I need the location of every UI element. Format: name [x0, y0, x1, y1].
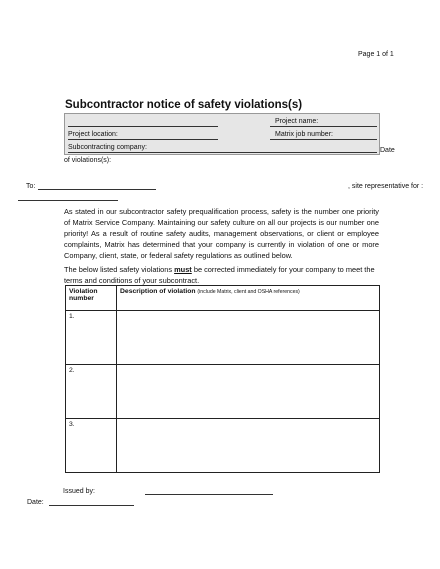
description-cell[interactable]	[117, 311, 380, 365]
issued-by-field[interactable]	[145, 494, 273, 495]
date-signed-label: Date:	[27, 499, 44, 506]
instructions-start: The below listed safety violations	[64, 265, 175, 274]
references-note: (include Matrix, client and OSHA references)	[197, 289, 300, 295]
subcontracting-company-label: Subcontracting company:	[68, 144, 147, 151]
project-name-field[interactable]	[270, 126, 377, 127]
page-number: Page 1 of 1	[358, 51, 394, 58]
project-location-field[interactable]	[68, 139, 218, 140]
date-signed-field[interactable]	[49, 505, 134, 506]
to-label: To:	[26, 183, 36, 190]
col-violation-number: Violation number	[66, 286, 117, 311]
blank-line[interactable]	[68, 126, 218, 127]
site-rep-label: , site representative for :	[348, 183, 424, 190]
project-info-box	[64, 113, 380, 155]
company-field[interactable]	[18, 200, 118, 201]
description-cell[interactable]	[117, 419, 380, 473]
must-emphasis: must	[174, 265, 192, 274]
document-title: Subcontractor notice of safety violations(s)	[65, 99, 303, 111]
subcontracting-company-field[interactable]	[68, 152, 377, 153]
intro-paragraph: As stated in our subcontractor safety prequalification process, safety is the number one priority of Matrix Service Company. Maintaining our safety culture on all our projects is our number one priority! As a result of routine safety audits, management observations, or client or employee complaints, Matrix has determined that your company is currently in violation of one or more Company, client, state, or federal safety regulations as outlined below.	[64, 207, 379, 260]
project-name-label: Project name:	[275, 118, 319, 125]
recipient-field[interactable]	[38, 189, 156, 190]
row-number: 1.	[66, 311, 117, 365]
violations-table	[65, 285, 380, 473]
date-label: Date	[380, 147, 395, 154]
issued-by-label: Issued by:	[63, 488, 95, 495]
project-location-label: Project location:	[68, 131, 118, 138]
matrix-job-number-label: Matrix job number:	[275, 131, 333, 138]
instructions-paragraph	[64, 264, 382, 286]
matrix-job-number-field[interactable]	[270, 139, 377, 140]
instructions-end: be corrected immediately for your company to meet the terms and conditions of your subcontract.	[64, 265, 375, 285]
col-description: Description of violation (include Matrix, client and OSHA references)	[117, 286, 380, 311]
of-violations-label: of violations(s):	[64, 157, 112, 164]
row-number: 2.	[66, 365, 117, 419]
row-number: 3.	[66, 419, 117, 473]
description-cell[interactable]	[117, 365, 380, 419]
